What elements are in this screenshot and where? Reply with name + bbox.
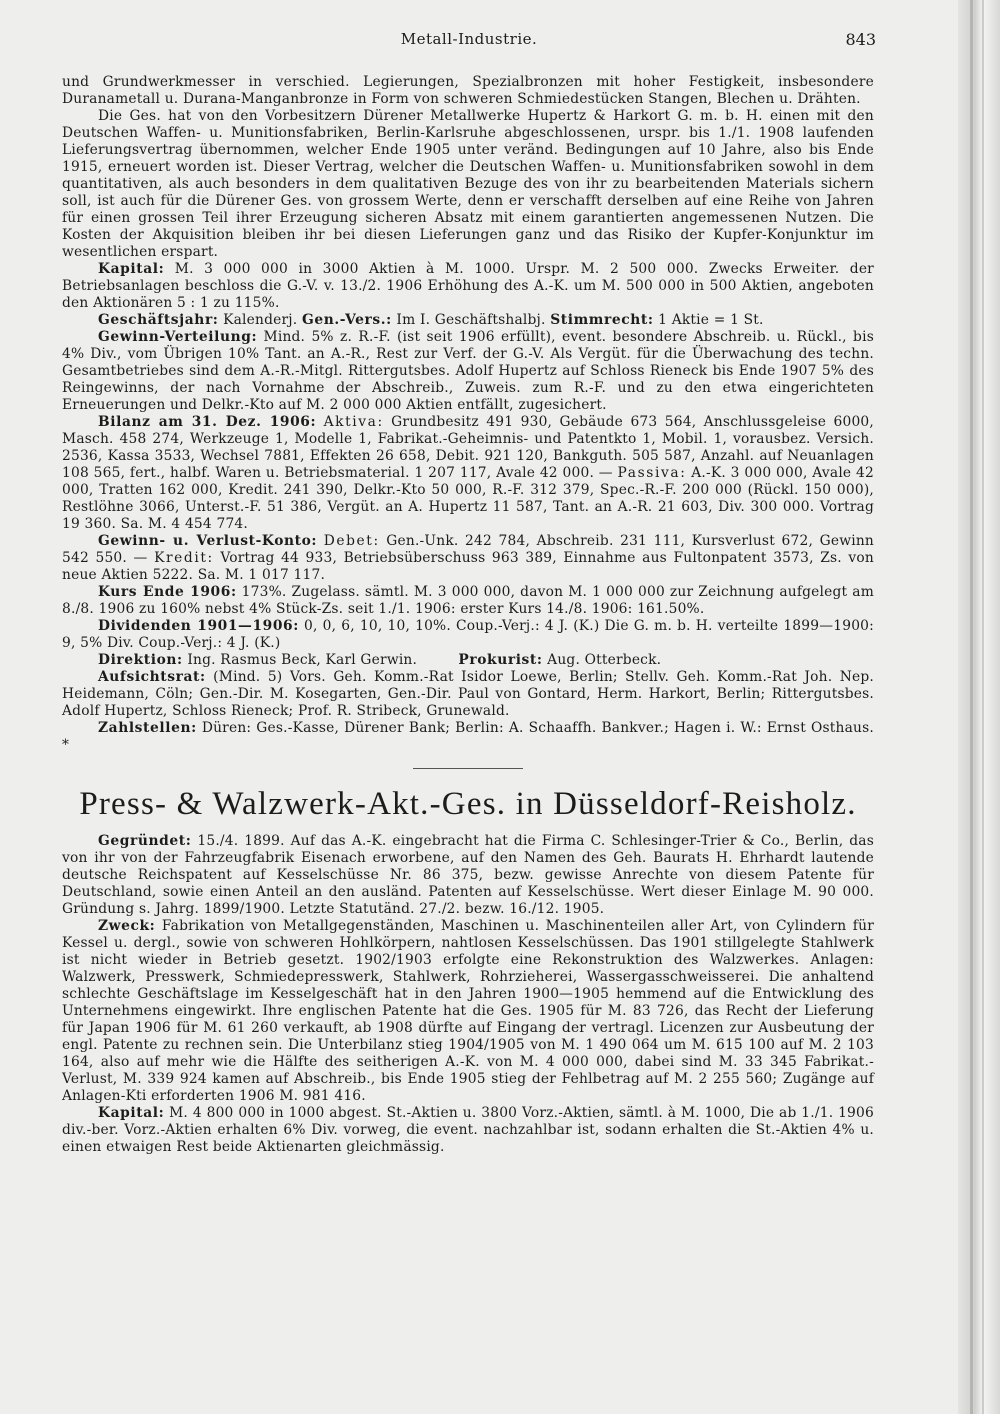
paragraph-geschaeftsjahr: [62, 312, 874, 329]
label-gewinn-verlust: Gewinn- u. Verlust-Konto:: [98, 533, 318, 549]
paragraph-dividenden: [62, 618, 874, 652]
running-title: Metall-Industrie.: [400, 30, 538, 48]
text-zweck: Fabrikation von Metallgegenständen, Maschinen u. Maschinenteilen aller Art, von Cylindern für Kessel u. dergl., sowie von schweren Hohlkörpern, nahtlosen Kesselschüssen. Das 1901 stillgelegte Stahlwerk ist nicht wieder in Betrieb gesetzt. 1902/1903 erfolgte eine Rekonstruktion des Walzwerkes. Anlagen: Walzwerk, Presswerk, Schmiedepresswerk, Stahlwerk, Rohrzieherei, Wassergasschweisserei. Die anhaltend schlechte Geschäftslage im Kesselgeschäft hat in den Jahren 1900—1905 hemmend auf die Entwicklung des Unternehmens eingewirkt. Ihre englischen Patente hat die Ges. 1905 für M. 83 726, das Recht der Lieferung für Japan 1906 für M. 61 260 verkauft, ab 1908 dürfte auf Eingang der vertragl. Licenzen zur Ausbeutung der engl. Patente zu rechnen sein. Die Unterbilanz stieg 1904/1905 von M. 1 490 064 um M. 615 100 auf M. 2 103 164, also auf mehr wie die Hälfte des seitherigen A.-K. von M. 4 000 000, dabei sind M. 33 345 Fabrikat.-Verlust, M. 339 924 kamen auf Abschreib., bis Ende 1905 stieg der Fehlbetrag auf M. 2 255 560; Zugänge auf Anlagen-Kti erforderten 1906 M. 981 416.: [62, 918, 874, 1104]
text-direktion: Ing. Rasmus Beck, Karl Gerwin.: [187, 652, 418, 668]
paragraph-bilanz: [62, 414, 874, 533]
paragraph-kurs: [62, 584, 874, 618]
text-aktiva: Grundbesitz 491 930, Gebäude 673 564, Anschlussgeleise 6000, Masch. 458 274, Werkzeuge 1, Modelle 1, Fabrikat.-Geheimnis- und Patentkto 1, Mobil. 1, vorausbez. Versich. 2536, Kassa 3533, Wechsel 7881, Effekten 26 658, Debit. 921 120, Bankguth. 505 587, Anzahl. auf Neuanlagen 108 565, fert., halbf. Waren u. Betriebsmaterial. 1 207 117, Avale 42 000. —: [62, 414, 874, 481]
text-debet: Gen.-Unk. 242 784, Abschreib. 231 111, Kursverlust 672, Gewinn 542 550. —: [62, 533, 874, 566]
text-dividenden: 0, 0, 6, 10, 10, 10%. Coup.-Verj.: 4 J. (K.) Die G. m. b. H. verteilte 1899—1900: 9, 5% Div. Coup.-Verj.: 4 J. (K.): [62, 618, 874, 651]
text-geschaeftsjahr: Kalenderj.: [223, 312, 298, 328]
text-kapital: M. 3 000 000 in 3000 Aktien à M. 1000. Urspr. M. 2 500 000. Zwecks Erweiter. der Betriebsanlagen beschloss die G.-V. v. 13./2. 1906 Erhöhung des A.-K. um M. 500 000 in 500 Aktien, angeboten den Aktionären 5 : 1 zu 115%.: [62, 261, 874, 311]
page-edge-binding: [958, 0, 1000, 1414]
text-zahlstellen: Düren: Ges.-Kasse, Dürener Bank; Berlin: A. Schaaffh. Bankver.; Hagen i. W.: Ernst Osthaus. *: [62, 720, 874, 753]
text-stimmrecht: 1 Aktie = 1 St.: [658, 312, 764, 328]
label-gen-vers: Gen.-Vers.:: [301, 312, 392, 328]
label-zahlstellen: Zahlstellen:: [98, 720, 197, 736]
paragraph-gewinn-verteilung: [62, 329, 874, 414]
label-passiva: Passiva:: [617, 465, 687, 481]
label-bilanz: Bilanz am 31. Dez. 1906:: [98, 414, 317, 430]
company-heading: Press- & Walzwerk-Akt.-Ges. in Düsseldorf-Reisholz.: [79, 786, 857, 822]
paragraph-kapital: [62, 261, 874, 312]
paragraph-gegruendet: [62, 833, 874, 918]
page-number: 843: [845, 30, 876, 49]
label-kredit: Kredit:: [154, 550, 214, 566]
paragraph-kapital-2: [62, 1105, 874, 1156]
label-debet: Debet:: [323, 533, 380, 549]
text-gewinn-verteilung: Mind. 5% z. R.-F. (ist seit 1906 erfüllt), event. besondere Abschreib. u. Rückl., bis 4% Div., vom Übrigen 10% Tant. an A.-R., Rest zur Verf. der G.-V. Als Vergüt. für die Überwachung des techn. Gesamtbetriebes sind dem A.-R.-Mitgl. Rittergutsbes. Adolf Hupertz auf Schloss Rieneck bis Ende 1907 5% des Reingewinns, der nach Vornahme der Abschreib., Zuweis. zum R.-F. und zu den etwa eingerichteten Erneuerungen und Delkr.-Kto auf M. 2 000 000 Aktien entfällt, zugesichert.: [62, 329, 874, 413]
label-prokurist: Prokurist:: [458, 652, 543, 668]
label-gegruendet: Gegründet:: [98, 833, 192, 849]
label-kurs: Kurs Ende 1906:: [98, 584, 237, 600]
paragraph-zahlstellen: [62, 720, 874, 754]
text-aufsichtsrat: (Mind. 5) Vors. Geh. Komm.-Rat Isidor Loewe, Berlin; Stellv. Geh. Komm.-Rat Joh. Nep. Heidemann, Cöln; Gen.-Dir. M. Kosegarten, Gen.-Dir. Paul von Gontard, Herm. Harkort, Berlin; Rittergutsbes. Adolf Hupertz, Schloss Rieneck; Prof. R. Stribeck, Grunewald.: [62, 669, 874, 719]
paragraph-direktion: [62, 652, 874, 669]
paragraph-contract: Die Ges. hat von den Vorbesitzern Dürener Metallwerke Hupertz & Harkort G. m. b. H. einen mit den Deutschen Waffen- u. Munitionsfabriken, Berlin-Karlsruhe abgeschlossenen, urspr. bis 1./1. 1908 laufenden Lieferungsvertrag übernommen, welcher Ende 1905 unter veränd. Bedingungen auf 10 Jahre, also bis Ende 1915, erneuert worden ist. Dieser Vertrag, welcher die Deutschen Waffen- u. Munitionsfabriken sowohl in dem quantitativen, als auch besonders in dem qualitativen Bezuge des von ihr zu bearbeitenden Materials sichern soll, ist auch für die Dürener Ges. von grossem Werte, denn er verschafft derselben auf eine Reihe von Jahren für einen grossen Teil ihrer Erzeugung sicheren Absatz mit einem garantierten angemessenen Nutzen. Die Kosten der Akquisition bleiben ihr bei diesen Lieferungen ganz und das Risiko der Kupfer-Konjunktur im wesentlichen erspart.: [62, 108, 874, 260]
text-gegruendet: 15./4. 1899. Auf das A.-K. eingebracht hat die Firma C. Schlesinger-Trier & Co., Berlin, das von ihr von der Fahrzeugfabrik Eisenach erworbene, auf den Namen des Geh. Baurats H. Ehrhardt lautende deutsche Reichspatent auf Kesselschüsse Nr. 86 375, bezw. gewisse Anrechte von diesem Patente für Deutschland, sowie einen Anteil an den ausländ. Patenten auf Kesselschüsse. Wert dieser Einlage M. 90 000. Gründung s. Jahrg. 1899/1900. Letzte Statutänd. 27./2. bezw. 16./12. 1905.: [62, 833, 874, 917]
label-aktiva: Aktiva:: [323, 414, 384, 430]
page-header: [62, 30, 876, 54]
paragraph-intro: und Grundwerkmesser in verschied. Legierungen, Spezialbronzen mit hoher Festigkeit, insbesondere Duranametall u. Durana-Manganbronze in Form von schweren Schmiedestücken Stangen, Blechen u. Drähten.: [62, 74, 874, 107]
label-gewinn-verteilung: Gewinn-Verteilung:: [98, 329, 258, 345]
label-aufsichtsrat: Aufsichtsrat:: [98, 669, 206, 685]
text-column: [62, 74, 874, 1156]
label-dividenden: Dividenden 1901—1906:: [98, 618, 299, 634]
text-kurs: 173%. Zugelass. sämtl. M. 3 000 000, davon M. 1 000 000 zur Zeichnung aufgelegt am 8./8. 1906 zu 160% nebst 4% Stück-Zs. seit 1./1. 1906: erster Kurs 14./8. 1906: 161.50%.: [62, 584, 875, 617]
label-kapital-2: Kapital:: [98, 1105, 165, 1121]
text-kredit: Vortrag 44 933, Betriebsüberschuss 963 389, Einnahme aus Fultonpatent 3573, Zs. von neue Aktien 5222. Sa. M. 1 017 117.: [62, 550, 875, 583]
label-direktion: Direktion:: [98, 652, 183, 668]
section-divider: [413, 768, 523, 769]
paragraph-aufsichtsrat: [62, 669, 874, 720]
label-kapital: Kapital:: [98, 261, 165, 277]
label-stimmrecht: Stimmrecht:: [550, 312, 654, 328]
label-geschaeftsjahr: Geschäftsjahr:: [98, 312, 219, 328]
text-gen-vers: Im I. Geschäftshalbj.: [396, 312, 546, 328]
label-zweck: Zweck:: [98, 918, 156, 934]
paragraph-gewinn-verlust: [62, 533, 874, 584]
paragraph-zweck: [62, 918, 874, 1105]
text-prokurist: Aug. Otterbeck.: [547, 652, 662, 668]
text-kapital-2: M. 4 800 000 in 1000 abgest. St.-Aktien u. 3800 Vorz.-Aktien, sämtl. à M. 1000, Die ab 1./1. 1906 div.-ber. Vorz.-Aktien erhalten 6% Div. vorweg, die event. nachzahlbar ist, sodann erhalten die St.-Aktien 4% u. einen etwaigen Rest beide Aktienarten gleichmässig.: [62, 1105, 874, 1155]
text-passiva: A.-K. 3 000 000, Avale 42 000, Tratten 162 000, Kredit. 241 390, Delkr.-Kto 50 000, R.-F. 312 379, Spec.-R.-F. 200 000 (Rückl. 150 000), Restlöhne 3066, Unterst.-F. 51 386, Vergüt. an A. Hupertz 11 587, Tant. an A.-R. 21 603, Div. 300 000. Vortrag 19 360. Sa. M. 4 454 774.: [62, 465, 874, 532]
